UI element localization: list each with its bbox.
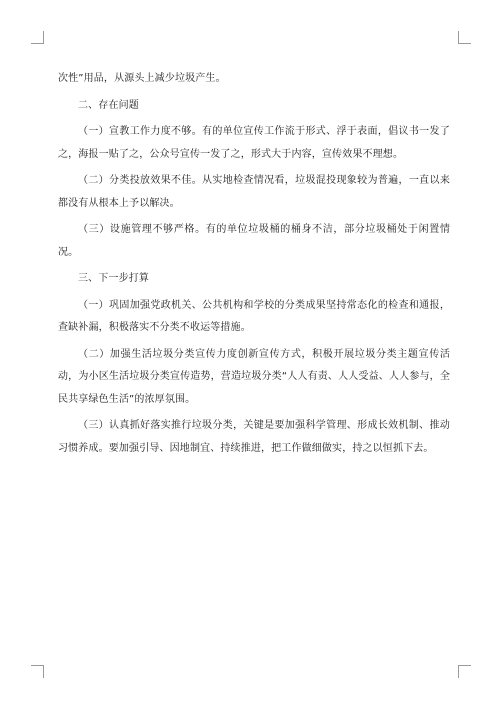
paragraph-problem-1: （一）宣教工作力度不够。有的单位宣传工作流于形式、浮于表面，倡议书一发了之，海报一贴了之，公众号宣传一发了之，形式大于内容，宣传效果不理想。 (58, 126, 450, 160)
paragraph-plan-3: （三）认真抓好落实推行垃圾分类，关键是要加强科学管理、形成长效机制、推动习惯养成。要加强引导、因地制宜、持续推进，把工作做细做实，持之以恒抓下去。 (58, 420, 450, 454)
paragraph-problem-2: （二）分类投放效果不佳。从实地检查情况看，垃圾混投现象较为普遍，一直以来都没有从根本上予以解决。 (58, 175, 450, 209)
paragraph-problem-3: （三）设施管理不够严格。有的单位垃圾桶的桶身不洁，部分垃圾桶处于闲置情况。 (58, 224, 450, 258)
crop-mark-bottom-left (31, 665, 44, 678)
crop-mark-top-right (458, 31, 471, 44)
document-body (58, 68, 450, 464)
crop-mark-top-left (31, 31, 44, 44)
crop-mark-bottom-right (458, 665, 471, 678)
paragraph-plan-2: （二）加强生活垃圾分类宣传力度创新宣传方式，积极开展垃圾分类主题宣传活动，为小区生活垃圾分类宣传造势，营造垃圾分类“人人有责、人人受益、人人参与，全民共享绿色生活”的浓厚氛围。 (58, 348, 450, 405)
section-heading-next-steps: 三、下一步打算 (78, 273, 150, 284)
section-heading-problems: 二、存在问题 (78, 99, 139, 111)
paragraph-plan-1: （一）巩固加强党政机关、公共机构和学校的分类成果坚持常态化的检查和通报，查缺补漏，积极落实不分类不收运等措施。 (58, 299, 450, 333)
paragraph-continuation: 次性”用品，从源头上减少垃圾产生。 (58, 73, 226, 84)
